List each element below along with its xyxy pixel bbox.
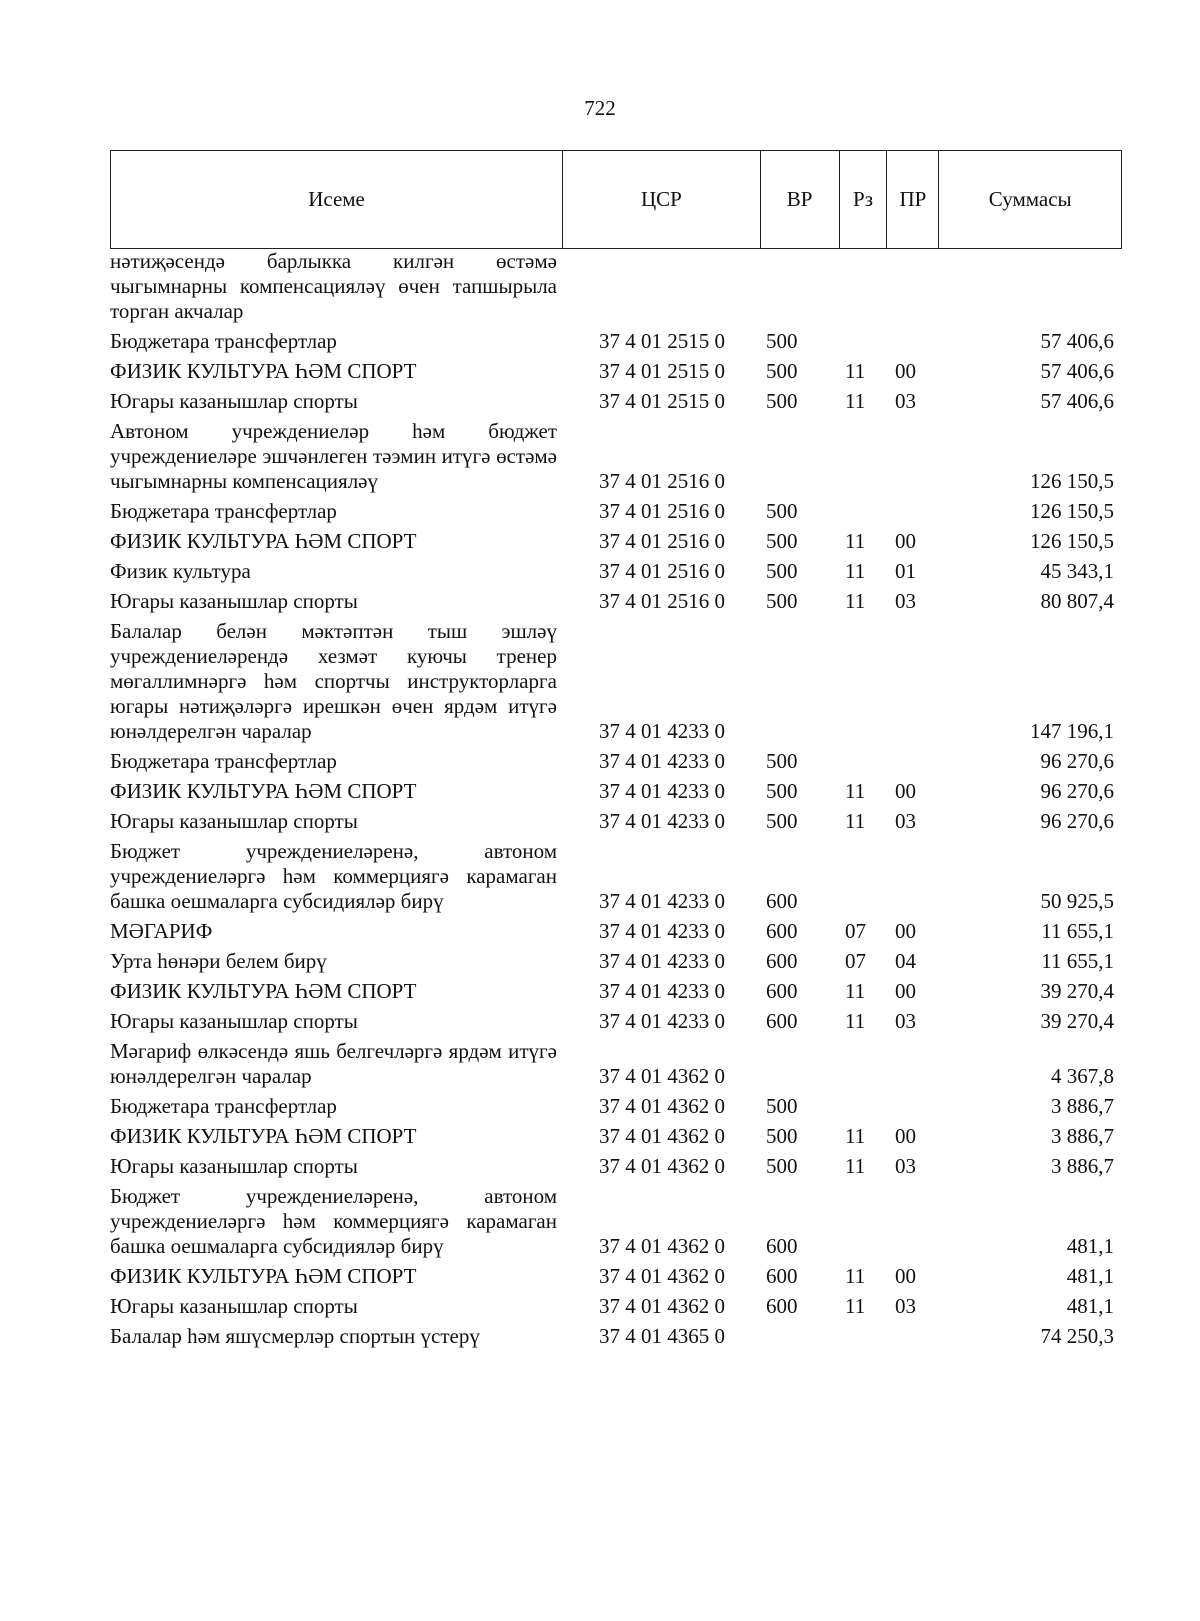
- cell-name: Балалар һәм яшүсмерләр спортын үстерү: [110, 1324, 480, 1348]
- cell-pr: 03: [895, 589, 916, 613]
- cell-csr: 37 4 01 4362 0: [599, 1234, 725, 1258]
- cell-name: Бюджетара трансфертлар: [110, 749, 337, 773]
- cell-rz: 11: [845, 589, 866, 613]
- header-pr: ПР: [887, 151, 939, 248]
- cell-name: Бюджет учреждениеләренә, автоном учреждениеләргә һәм коммерциягә карамаган башка оешмаларга субсидияләр бирү: [110, 839, 557, 913]
- cell-rz: 11: [845, 1264, 866, 1288]
- cell-pr: 00: [895, 529, 916, 553]
- cell-csr: 37 4 01 4233 0: [599, 1009, 725, 1033]
- cell-pr: 00: [895, 359, 916, 383]
- cell-vr: 500: [766, 1094, 798, 1118]
- cell-rz: 11: [845, 359, 866, 383]
- cell-rz: 11: [845, 1124, 866, 1148]
- cell-vr: 500: [766, 499, 798, 523]
- cell-pr: 00: [895, 779, 916, 803]
- cell-rz: 07: [845, 919, 866, 943]
- header-rz: Рз: [840, 151, 888, 248]
- cell-sum: 57 406,6: [1040, 359, 1114, 383]
- cell-pr: 01: [895, 559, 916, 583]
- cell-name: Югары казанышлар спорты: [110, 809, 358, 833]
- table-row: [110, 744, 1122, 774]
- cell-pr: 03: [895, 1154, 916, 1178]
- cell-rz: 11: [845, 1294, 866, 1318]
- cell-sum: 3 886,7: [1051, 1154, 1114, 1178]
- cell-sum: 11 655,1: [1041, 949, 1114, 973]
- cell-name: Югары казанышлар спорты: [110, 1154, 358, 1178]
- cell-vr: 500: [766, 329, 798, 353]
- table-row: [110, 614, 1122, 744]
- cell-sum: 126 150,5: [1030, 529, 1114, 553]
- cell-vr: 600: [766, 1264, 798, 1288]
- cell-name: Мәгариф өлкәсендә яшь белгечләргә ярдәм итүгә юнәлдерелгән чаралар: [110, 1039, 557, 1088]
- cell-name: Югары казанышлар спорты: [110, 1294, 358, 1318]
- cell-csr: 37 4 01 4233 0: [599, 889, 725, 913]
- cell-csr: 37 4 01 4362 0: [599, 1094, 725, 1118]
- cell-rz: 11: [845, 809, 866, 833]
- cell-csr: 37 4 01 2516 0: [599, 589, 725, 613]
- cell-rz: 07: [845, 949, 866, 973]
- table-row: [110, 384, 1122, 414]
- cell-sum: 96 270,6: [1040, 749, 1114, 773]
- table-row: [110, 584, 1122, 614]
- table-row: [110, 944, 1122, 974]
- table-row: [110, 1119, 1122, 1149]
- page-number: 722: [584, 96, 616, 120]
- cell-sum: 39 270,4: [1040, 979, 1114, 1003]
- cell-name: Югары казанышлар спорты: [110, 389, 358, 413]
- cell-csr: 37 4 01 4233 0: [599, 809, 725, 833]
- table-row: [110, 494, 1122, 524]
- table-row: [110, 1179, 1122, 1259]
- table-row: [110, 914, 1122, 944]
- table-row: [110, 974, 1122, 1004]
- cell-rz: 11: [845, 1154, 866, 1178]
- cell-csr: 37 4 01 4362 0: [599, 1264, 725, 1288]
- cell-csr: 37 4 01 2516 0: [599, 529, 725, 553]
- cell-vr: 500: [766, 1154, 798, 1178]
- header-sum: Суммасы: [988, 187, 1072, 211]
- cell-sum: 147 196,1: [1030, 719, 1114, 743]
- cell-csr: 37 4 01 2515 0: [599, 359, 725, 383]
- cell-csr: 37 4 01 4233 0: [599, 949, 725, 973]
- cell-sum: 481,1: [1066, 1234, 1114, 1258]
- table-body: [110, 249, 1122, 1349]
- table-row: [110, 774, 1122, 804]
- cell-pr: 03: [895, 389, 916, 413]
- cell-sum: 74 250,3: [1040, 1324, 1114, 1348]
- cell-sum: 45 343,1: [1040, 559, 1114, 583]
- cell-rz: 11: [845, 779, 866, 803]
- cell-rz: 11: [845, 529, 866, 553]
- table-row: [110, 524, 1122, 554]
- cell-vr: 500: [766, 359, 798, 383]
- cell-csr: 37 4 01 4365 0: [599, 1324, 725, 1348]
- cell-sum: 39 270,4: [1040, 1009, 1114, 1033]
- cell-sum: 50 925,5: [1040, 889, 1114, 913]
- cell-sum: 11 655,1: [1041, 919, 1114, 943]
- cell-sum: 4 367,8: [1051, 1064, 1114, 1088]
- cell-sum: 96 270,6: [1040, 779, 1114, 803]
- table-row: [110, 1259, 1122, 1289]
- cell-csr: 37 4 01 4233 0: [599, 779, 725, 803]
- cell-sum: 57 406,6: [1040, 329, 1114, 353]
- cell-pr: 03: [895, 809, 916, 833]
- table-row: [110, 804, 1122, 834]
- header-name: Исеме: [111, 151, 563, 248]
- table-row: [110, 414, 1122, 494]
- cell-name: Автоном учреждениеләр һәм бюджет учреждениеләре эшчәнлеген тәэмин итүгә өстәмә чыгымнарны компенсацияләү: [110, 419, 557, 493]
- header-csr: ЦСР: [563, 151, 761, 248]
- cell-pr: 00: [895, 1264, 916, 1288]
- cell-vr: 600: [766, 919, 798, 943]
- cell-pr: 00: [895, 979, 916, 1003]
- cell-csr: 37 4 01 4362 0: [599, 1124, 725, 1148]
- cell-csr: 37 4 01 4362 0: [599, 1064, 725, 1088]
- cell-csr: 37 4 01 4233 0: [599, 719, 725, 743]
- cell-sum: 3 886,7: [1051, 1124, 1114, 1148]
- cell-sum: 126 150,5: [1030, 469, 1114, 493]
- table-row: [110, 1089, 1122, 1119]
- cell-vr: 500: [766, 559, 798, 583]
- cell-pr: 03: [895, 1009, 916, 1033]
- cell-csr: 37 4 01 2515 0: [599, 389, 725, 413]
- cell-sum: 80 807,4: [1040, 589, 1114, 613]
- cell-vr: 500: [766, 749, 798, 773]
- cell-sum: 481,1: [1066, 1264, 1114, 1288]
- cell-name: Югары казанышлар спорты: [110, 589, 358, 613]
- cell-csr: 37 4 01 2516 0: [599, 559, 725, 583]
- cell-csr: 37 4 01 4233 0: [599, 749, 725, 773]
- cell-name: ФИЗИК КУЛЬТУРА ҺӘМ СПОРТ: [110, 359, 417, 383]
- cell-vr: 600: [766, 1234, 798, 1258]
- cell-pr: 04: [895, 949, 916, 973]
- cell-pr: 00: [895, 919, 916, 943]
- cell-vr: 500: [766, 589, 798, 613]
- cell-name: Бюджет учреждениеләренә, автоном учреждениеләргә һәм коммерциягә карамаган башка оешмаларга субсидияләр бирү: [110, 1184, 557, 1258]
- cell-name: МӘГАРИФ: [110, 919, 213, 943]
- table-row: [110, 1149, 1122, 1179]
- table-row: [110, 354, 1122, 384]
- cell-name: Бюджетара трансфертлар: [110, 1094, 337, 1118]
- cell-vr: 600: [766, 979, 798, 1003]
- table-row: [110, 834, 1122, 914]
- cell-csr: 37 4 01 4362 0: [599, 1294, 725, 1318]
- cell-name: нәтиҗәсендә барлыкка килгән өстәмә чыгымнарны компенсацияләү өчен тапшырыла торган акчалар: [110, 249, 557, 323]
- cell-vr: 600: [766, 889, 798, 913]
- cell-name: ФИЗИК КУЛЬТУРА ҺӘМ СПОРТ: [110, 1264, 417, 1288]
- cell-name: ФИЗИК КУЛЬТУРА ҺӘМ СПОРТ: [110, 529, 417, 553]
- cell-csr: 37 4 01 2516 0: [599, 499, 725, 523]
- cell-sum: 481,1: [1066, 1294, 1114, 1318]
- cell-vr: 500: [766, 779, 798, 803]
- cell-pr: 03: [895, 1294, 916, 1318]
- cell-name: Бюджетара трансфертлар: [110, 329, 337, 353]
- table-row: [110, 1289, 1122, 1319]
- table-row: [110, 324, 1122, 354]
- cell-vr: 500: [766, 389, 798, 413]
- cell-name: Бюджетара трансфертлар: [110, 499, 337, 523]
- cell-rz: 11: [845, 979, 866, 1003]
- cell-name: ФИЗИК КУЛЬТУРА ҺӘМ СПОРТ: [110, 1124, 417, 1148]
- cell-rz: 11: [845, 559, 866, 583]
- cell-vr: 600: [766, 1294, 798, 1318]
- cell-rz: 11: [845, 389, 866, 413]
- cell-sum: 3 886,7: [1051, 1094, 1114, 1118]
- table-row: [110, 1034, 1122, 1089]
- cell-name: Югары казанышлар спорты: [110, 1009, 358, 1033]
- cell-csr: 37 4 01 4233 0: [599, 979, 725, 1003]
- cell-name: ФИЗИК КУЛЬТУРА ҺӘМ СПОРТ: [110, 779, 417, 803]
- cell-name: Урта һөнәри белем бирү: [110, 949, 327, 973]
- cell-csr: 37 4 01 4233 0: [599, 919, 725, 943]
- table-header: [110, 150, 1122, 249]
- cell-csr: 37 4 01 4362 0: [599, 1154, 725, 1178]
- cell-name: Физик культура: [110, 559, 251, 583]
- cell-pr: 00: [895, 1124, 916, 1148]
- cell-vr: 600: [766, 1009, 798, 1033]
- cell-name: ФИЗИК КУЛЬТУРА ҺӘМ СПОРТ: [110, 979, 417, 1003]
- cell-vr: 500: [766, 529, 798, 553]
- cell-vr: 500: [766, 809, 798, 833]
- header-vr: ВР: [761, 151, 840, 248]
- cell-sum: 126 150,5: [1030, 499, 1114, 523]
- cell-rz: 11: [845, 1009, 866, 1033]
- cell-csr: 37 4 01 2516 0: [599, 469, 725, 493]
- table-row: [110, 1004, 1122, 1034]
- cell-sum: 96 270,6: [1040, 809, 1114, 833]
- table-row: [110, 1319, 1122, 1349]
- table-row: [110, 554, 1122, 584]
- cell-csr: 37 4 01 2515 0: [599, 329, 725, 353]
- table-row: [110, 249, 1122, 324]
- cell-sum: 57 406,6: [1040, 389, 1114, 413]
- cell-name: Балалар белән мәктәптән тыш эшләү учреждениеләрендә хезмәт куючы тренер мөгаллимнәргә һәм спортчы инструкторларга югары нәтиҗәләргә ирешкән өчен ярдәм итүгә юнәлдерелгән чаралар: [110, 619, 557, 743]
- cell-vr: 500: [766, 1124, 798, 1148]
- cell-vr: 600: [766, 949, 798, 973]
